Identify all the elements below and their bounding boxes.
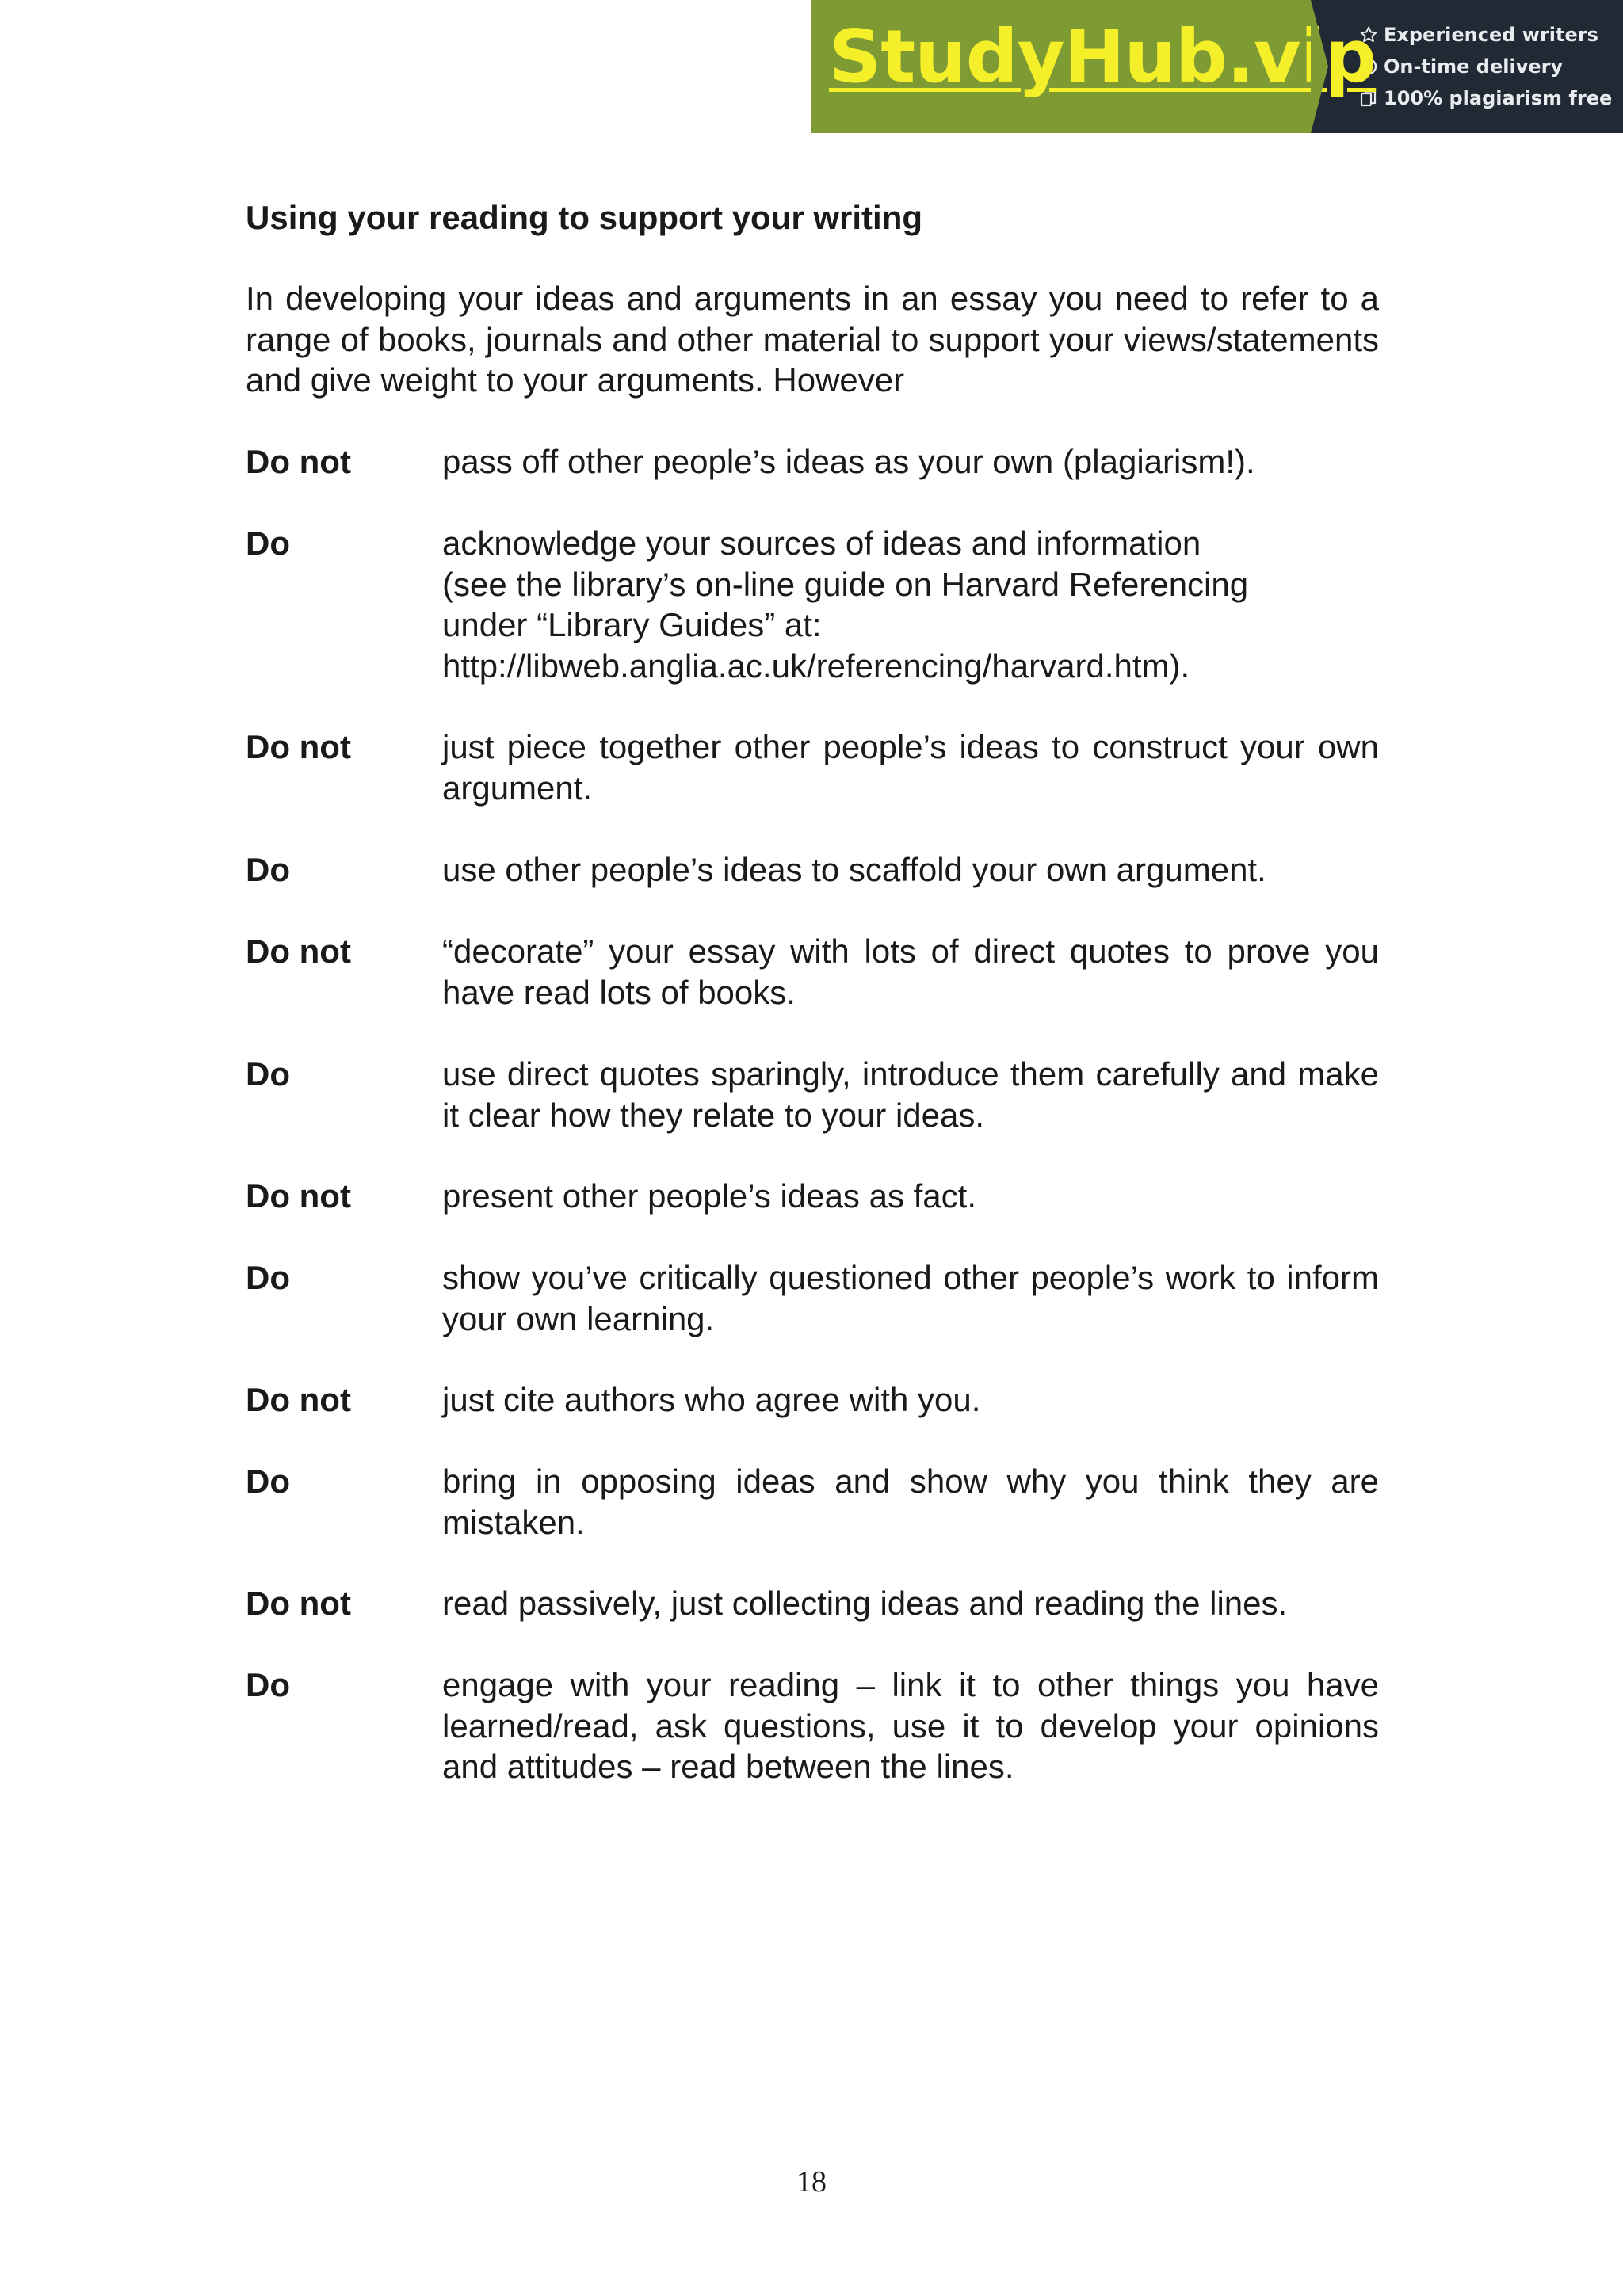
guideline-text: pass off other people’s ideas as your own (plagiarism!). (442, 443, 1255, 480)
guideline-label: Do (246, 1259, 290, 1296)
guideline-label: Do (246, 1055, 290, 1093)
guideline-text-line: under “Library Guides” at: (442, 606, 822, 643)
page-number: 18 (796, 2165, 827, 2199)
brand-logo-text[interactable]: StudyHub.vip (829, 14, 1377, 99)
guideline-text: use direct quotes sparingly, introduce them carefully and make it clear how they relate to your ideas. (442, 1055, 1379, 1134)
guideline-text-line: (see the library’s on-line guide on Harvard Referencing (442, 565, 1249, 603)
guideline-label: Do (246, 1463, 290, 1500)
studyhub-banner[interactable] (812, 0, 1623, 133)
guideline-text: just cite authors who agree with you. (442, 1381, 981, 1418)
guideline-text-line: acknowledge your sources of ideas and information (442, 524, 1201, 562)
intro-paragraph: In developing your ideas and arguments in an essay you need to refer to a range of books, journals and other material to support your views/statements and give weight to your arguments. However (246, 280, 1379, 399)
feature-label: Experienced writers (1384, 24, 1598, 46)
guideline-text: engage with your reading – link it to other things you have learned/read, ask questions, use it to develop your opinions and attitudes – read between the lines. (442, 1666, 1379, 1785)
guideline-text: show you’ve critically questioned other people’s work to inform your own learning. (442, 1259, 1379, 1337)
guideline-text: bring in opposing ideas and show why you think they are mistaken. (442, 1463, 1379, 1541)
guideline-label: Do not (246, 443, 351, 480)
feature-experienced-writers (1358, 19, 1623, 51)
guideline-label: Do not (246, 933, 351, 970)
guideline-text: use other people’s ideas to scaffold your own argument. (442, 851, 1266, 888)
feature-label: 100% plagiarism free (1384, 87, 1613, 109)
guideline-label: Do not (246, 1177, 351, 1215)
feature-on-time-delivery (1358, 51, 1623, 82)
banner-brand-panel (812, 0, 1377, 133)
guideline-label: Do (246, 1666, 290, 1703)
guideline-label: Do not (246, 728, 351, 765)
guideline-text: “decorate” your essay with lots of direct quotes to prove you have read lots of books. (442, 933, 1379, 1011)
guideline-label: Do (246, 524, 290, 562)
guideline-label: Do (246, 851, 290, 888)
guideline-text: just piece together other people’s ideas to construct your own argument. (442, 728, 1379, 807)
feature-plagiarism-free (1358, 82, 1623, 114)
feature-label: On-time delivery (1384, 55, 1564, 78)
guideline-label: Do not (246, 1585, 351, 1622)
guideline-text (442, 523, 1379, 686)
guideline-label: Do not (246, 1381, 351, 1418)
referencing-guide-link[interactable]: http://libweb.anglia.ac.uk/referencing/harvard.htm). (442, 646, 1190, 685)
guideline-text: present other people’s ideas as fact. (442, 1177, 976, 1215)
page-title: Using your reading to support your writing (246, 199, 923, 236)
guideline-text: read passively, just collecting ideas and reading the lines. (442, 1585, 1288, 1622)
